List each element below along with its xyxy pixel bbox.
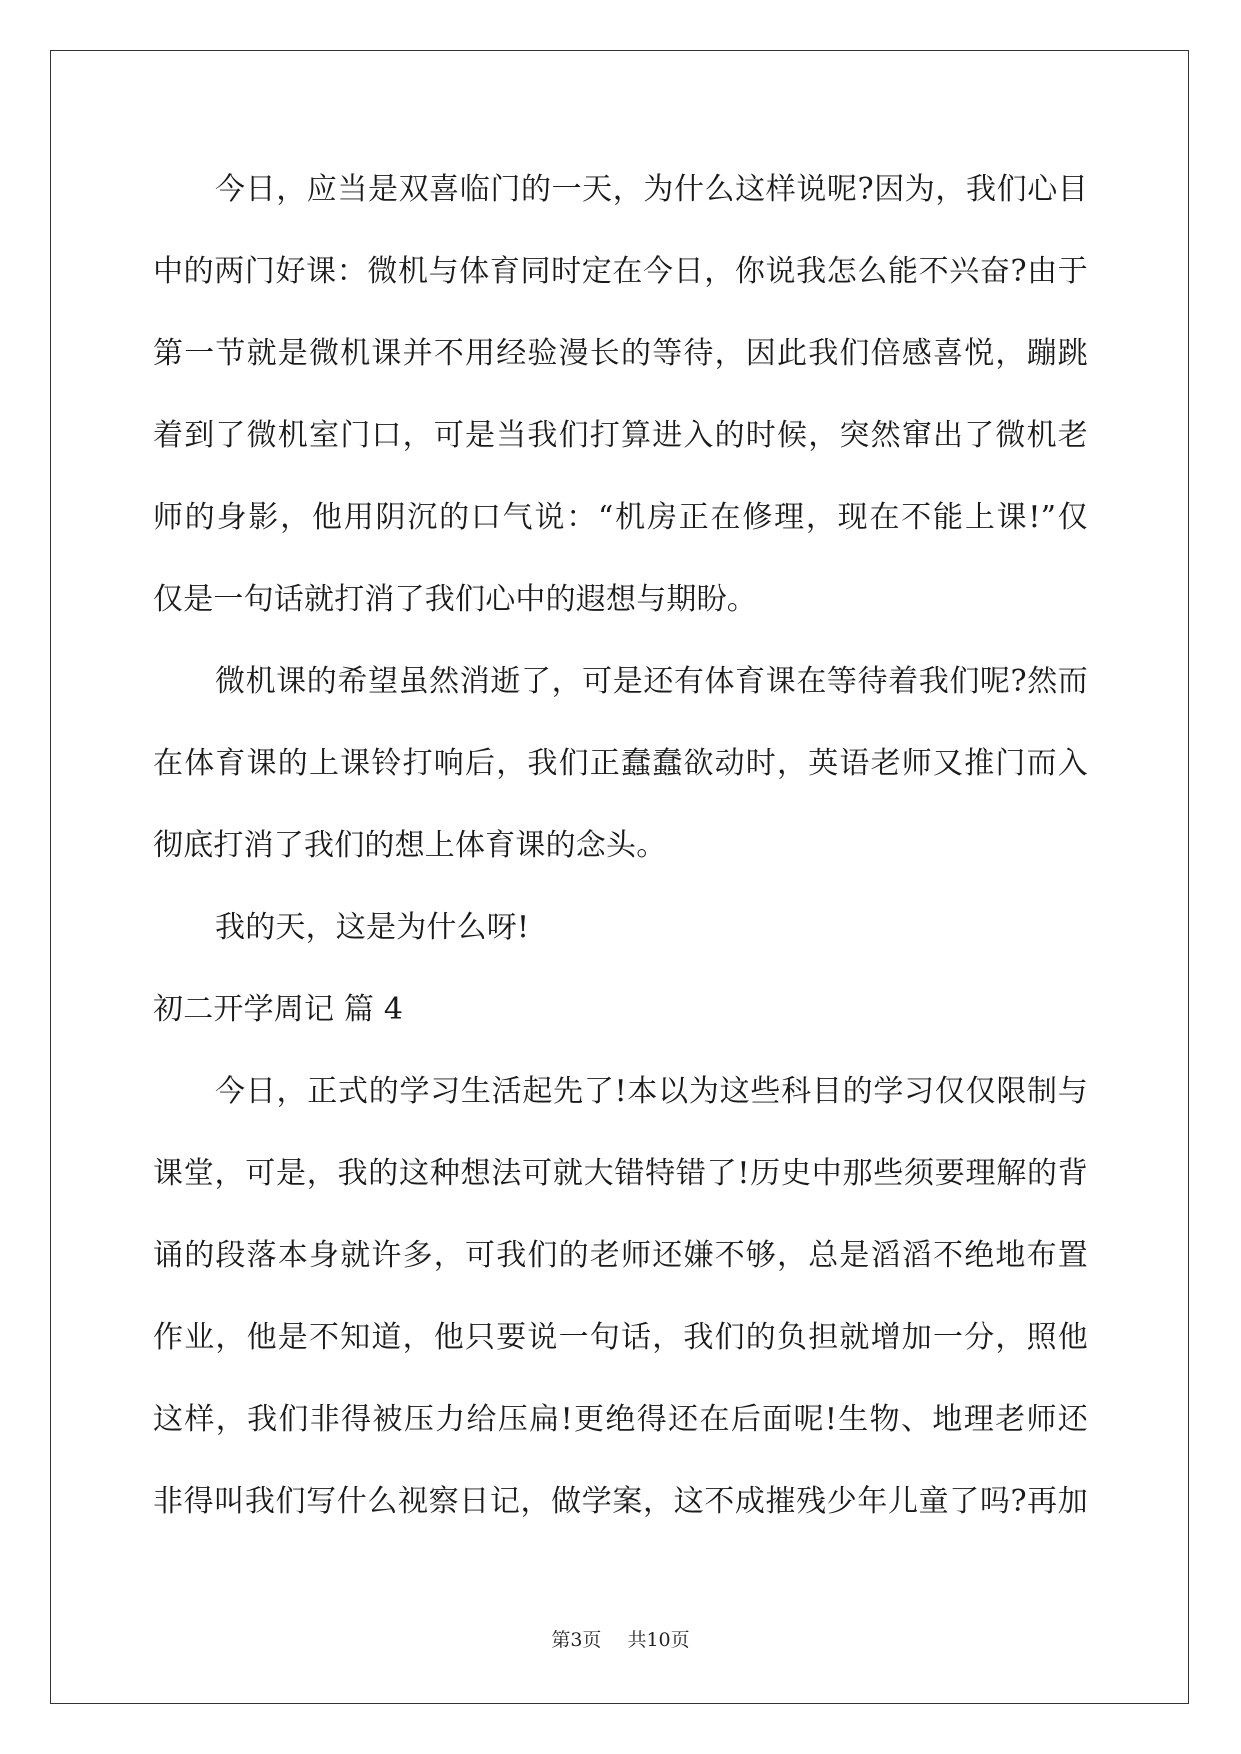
text-line: 微机课的希望虽然消逝了，可是还有体育课在等待着我们呢?然而 [215,664,1088,699]
text-line: 我的天，这是为什么呀! [215,910,530,945]
text-line: 课堂，可是，我的这种想法可就大错特错了!历史中那些须要理解的背 [153,1156,1088,1191]
section-heading: 初二开学周记 篇 4 [153,992,404,1027]
text-line: 非得叫我们写什么视察日记，做学案，这不成摧残少年儿童了吗?再加 [153,1484,1088,1519]
text-line: 中的两门好课：微机与体育同时定在今日，你说我怎么能不兴奋?由于 [153,254,1088,289]
text-line: 诵的段落本身就许多，可我们的老师还嫌不够，总是滔滔不绝地布置 [153,1238,1088,1273]
text-line: 今日，应当是双喜临门的一天，为什么这样说呢?因为，我们心目 [215,172,1088,207]
text-line: 彻底打消了我们的想上体育课的念头。 [153,828,667,863]
text-line: 仅是一句话就打消了我们心中的遐想与期盼。 [153,582,757,617]
text-line: 今日，正式的学习生活起先了!本以为这些科目的学习仅仅限制与 [215,1074,1088,1109]
text-line: 作业，他是不知道，他只要说一句话，我们的负担就增加一分，照他 [153,1320,1088,1355]
text-line: 师的身影，他用阴沉的口气说：“机房正在修理，现在不能上课!”仅 [153,500,1088,535]
page-frame [50,50,1189,1704]
text-line: 在体育课的上课铃打响后，我们正蠢蠢欲动时，英语老师又推门而入 [153,746,1088,781]
page-footer [0,1628,1241,1652]
page-number: 第3页 [551,1629,602,1651]
text-line: 这样，我们非得被压力给压扁!更绝得还在后面呢!生物、地理老师还 [153,1402,1088,1437]
page-total: 共10页 [627,1629,690,1651]
text-line: 第一节就是微机课并不用经验漫长的等待，因此我们倍感喜悦，蹦跳 [153,336,1088,371]
text-line: 着到了微机室门口，可是当我们打算进入的时候，突然窜出了微机老 [153,418,1088,453]
